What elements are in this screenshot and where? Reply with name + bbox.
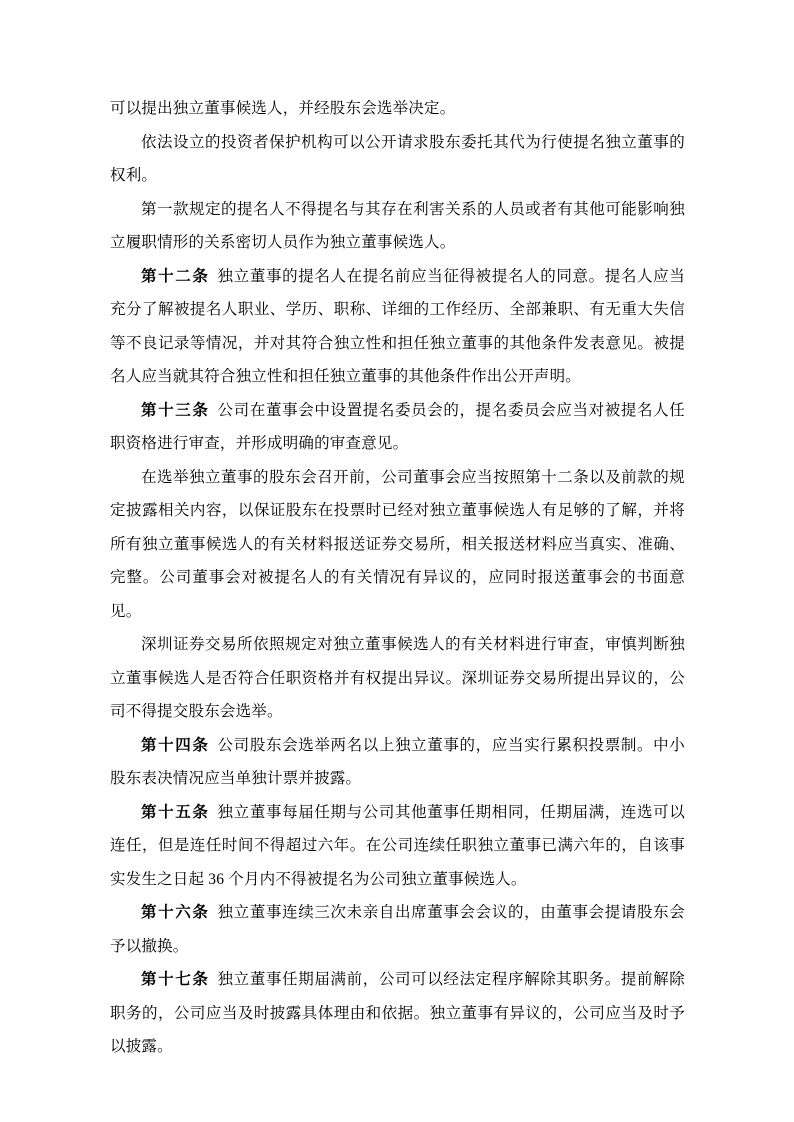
article-paragraph: [110, 963, 685, 1064]
article-label: 第十三条: [141, 401, 210, 419]
article-label: 第十四条: [141, 736, 210, 754]
paragraph-text: 深圳证券交易所依照规定对独立董事候选人的有关材料进行审查，审慎判断独立董事候选人是否符合任职资格并有权提出异议。深圳证券交易所提出异议的，公司不得提交股东会选举。: [110, 636, 685, 720]
paragraph-text: 独立董事任期届满前，公司可以经法定程序解除其职务。提前解除职务的，公司应当及时披露具体理由和依据。独立董事有异议的，公司应当及时予以披露。: [110, 971, 685, 1055]
paragraph: [110, 461, 685, 629]
article-paragraph: [110, 896, 685, 963]
paragraph: [110, 126, 685, 193]
paragraph-text: 独立董事的提名人在提名前应当征得被提名人的同意。提名人应当充分了解被提名人职业、学历、职称、详细的工作经历、全部兼职、有无重大失信等不良记录等情况，并对其符合独立性和担任独立董事的其他条件发表意见。被提名人应当就其符合独立性和担任独立董事的其他条件作出公开声明。: [110, 267, 685, 385]
article-paragraph: [110, 260, 685, 394]
article-paragraph: [110, 796, 685, 897]
article-label: 第十六条: [141, 904, 210, 921]
article-paragraph: [110, 394, 685, 461]
paragraph-text: 依法设立的投资者保护机构可以公开请求股东委托其代为行使提名独立董事的权利。: [110, 133, 685, 184]
document-body: [110, 92, 685, 1064]
paragraph: [110, 628, 685, 729]
paragraph: [110, 193, 685, 260]
paragraph-text: 在选举独立董事的股东会召开前，公司董事会应当按照第十二条以及前款的规定披露相关内容，以保证股东在投票时已经对独立董事候选人有足够的了解，并将所有独立董事候选人的有关材料报送证券交易所，相关报送材料应当真实、准确、完整。公司董事会对被提名人的有关情况有异议的，应同时报送董事会的书面意见。: [110, 468, 685, 620]
article-label: 第十五条: [141, 803, 210, 821]
article-paragraph: [110, 729, 685, 796]
article-label: 第十七条: [141, 971, 210, 988]
paragraph-text: 可以提出独立董事候选人，并经股东会选举决定。: [110, 100, 456, 117]
paragraph-text: 公司在董事会中设置提名委员会的，提名委员会应当对被提名人任职资格进行审查，并形成明确的审查意见。: [110, 401, 685, 452]
article-label: 第十二条: [141, 267, 210, 285]
paragraph-text: 独立董事连续三次未亲自出席董事会会议的，由董事会提请股东会予以撤换。: [110, 904, 685, 955]
paragraph: [110, 92, 685, 126]
paragraph-text: 第一款规定的提名人不得提名与其存在利害关系的人员或者有其他可能影响独立履职情形的关系密切人员作为独立董事候选人。: [110, 200, 685, 251]
paragraph-text: 独立董事每届任期与公司其他董事任期相同，任期届满，连选可以连任，但是连任时间不得超过六年。在公司连续任职独立董事已满六年的，自该事实发生之日起 36 个月内不得被提名为公司独立董事候选人。: [110, 803, 685, 888]
paragraph-text: 公司股东会选举两名以上独立董事的，应当实行累积投票制。中小股东表决情况应当单独计票并披露。: [110, 736, 685, 787]
